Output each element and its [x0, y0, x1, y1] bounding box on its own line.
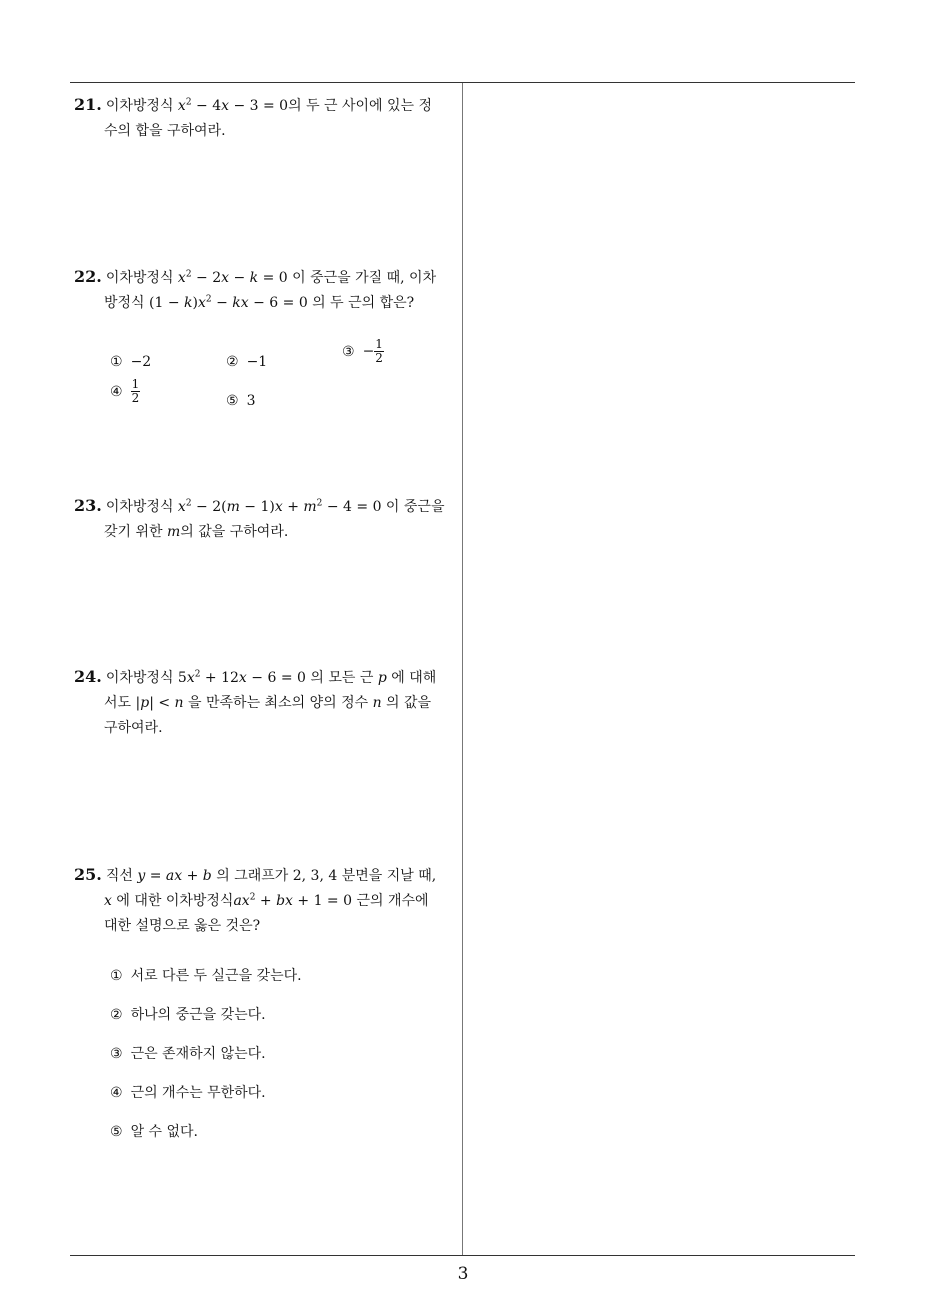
- problem-number: 21.: [74, 95, 102, 114]
- choice-3[interactable]: ③ 근은 존재하지 않는다.: [110, 1046, 266, 1062]
- problem-21-line-1: 21. 이차방정식 $x^2 - 4x - 3 = 0$의 두 근 사이에 있는 정: [74, 95, 433, 114]
- choice-3[interactable]: ③ − $\frac{1}{2}$: [342, 337, 383, 365]
- choice-2[interactable]: ② −1: [226, 354, 268, 370]
- problem-number: 24.: [74, 667, 102, 686]
- problem-24-line-1: 24. 이차방정식 $5x^2 + 12x - 6 = 0$ 의 모든 근 p 에 대해: [74, 667, 437, 686]
- problem-25-line-3: 대한 설명으로 옳은 것은?: [104, 918, 261, 934]
- problem-number: 25.: [74, 865, 102, 884]
- problem-25-line-2: x 에 대한 이차방정식$ax^2$ + bx + 1 = 0 근의 개수에: [104, 892, 429, 909]
- choice-5[interactable]: ⑤ 3: [226, 393, 256, 409]
- choice-5[interactable]: ⑤ 알 수 없다.: [110, 1124, 199, 1140]
- problem-number: 23.: [74, 496, 102, 515]
- problem-25-choices: [74, 957, 456, 1152]
- problem-21-line-2: 수의 합을 구하여라.: [104, 123, 226, 139]
- page-number: 3: [457, 1264, 469, 1284]
- fraction: $\frac{1}{2}$: [375, 337, 383, 365]
- problem-22-choices: [74, 336, 456, 416]
- column-divider: [462, 83, 463, 1256]
- choice-2[interactable]: ② 하나의 중근을 갖는다.: [110, 1007, 266, 1023]
- choice-4[interactable]: ④ 근의 개수는 무한하다.: [110, 1085, 266, 1101]
- problem-24: [74, 664, 456, 741]
- choice-4[interactable]: ④ $\frac{1}{2}$: [110, 377, 140, 405]
- problem-25-line-1: 25. 직선 y = ax + b 의 그래프가 2, 3, 4 분면을 지날 때,: [74, 865, 437, 884]
- problem-24-line-2: 서도 |p| < n 을 만족하는 최소의 양의 정수 n 의 값을: [104, 695, 432, 711]
- problem-22-line-1: 22. 이차방정식 $x^2 - 2x - k = 0$ 이 중근을 가질 때, 이차: [74, 267, 437, 286]
- problem-25: [74, 862, 456, 1152]
- problem-23-line-2: 갖기 위한 m의 값을 구하여라.: [104, 524, 289, 540]
- choice-1[interactable]: ① 서로 다른 두 실근을 갖는다.: [110, 968, 302, 984]
- bottom-rule: [70, 1255, 855, 1256]
- problem-22-line-2: 방정식 $(1 - k)x^2$ − kx − 6 = 0 의 두 근의 합은?: [104, 294, 415, 311]
- choice-1[interactable]: ① −2: [110, 354, 152, 370]
- problem-23-line-1: 23. 이차방정식 $x^2 - 2(m - 1)x + m^2 - 4 = 0$ 이 중근을: [74, 496, 445, 515]
- problem-21: [74, 92, 456, 144]
- problem-number: 22.: [74, 267, 102, 286]
- problem-23: [74, 493, 456, 545]
- fraction: $\frac{1}{2}$: [131, 377, 140, 405]
- problem-24-line-3: 구하여라.: [104, 720, 163, 736]
- problem-22: [74, 264, 456, 416]
